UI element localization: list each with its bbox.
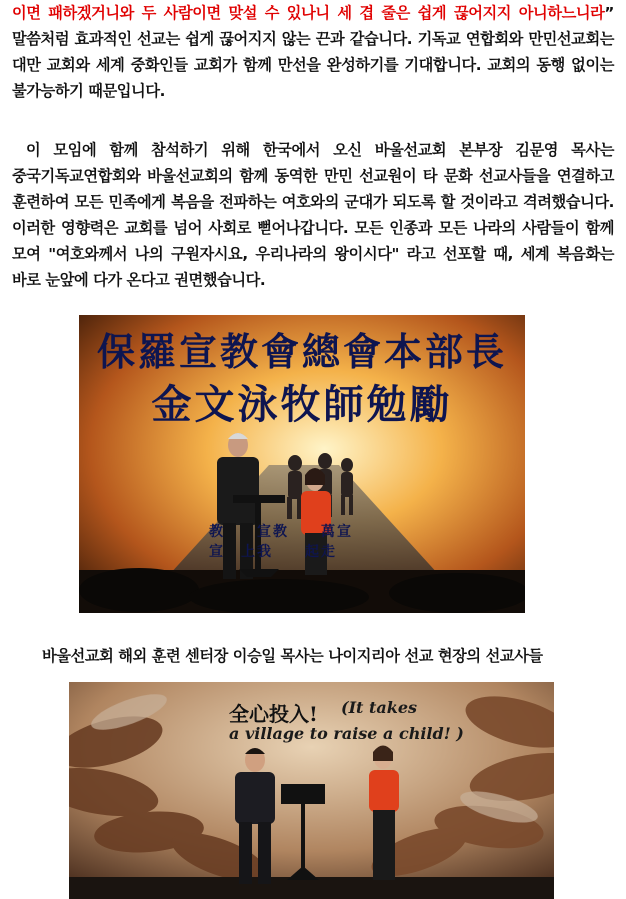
paragraph-2-text: 이 모임에 함께 참석하기 위해 한국에서 오신 바울선교회 본부장 김문영 목사는 중국기독교연합회와 바울선교회의 함께 동역한 만민 선교원이 타 문화 선교사들을 연결하고 훈련하여 모든 민족에게 복음을 전파하는 여호와의 군대가 되도록 할 것이라고 격려했습니다. 이러한 영향력은 교회를 넘어 사회로 뻗어나갑니다. 모든 인종과 모든 나라의 사람들이 함께 모여 "여호와께서 나의 구원자시요, 우리나라의 왕이시다" 라고 선포할 때, 세계 복음화는 바로 눈앞에 다가 온다고 권면했습니다. — [12, 141, 614, 289]
paragraph-1-text: ” 말씀처럼 효과적인 선교는 쉽게 끊어지지 않는 끈과 같습니다. 기독교 연합회와 만민선교회는 대만 교회와 세계 중화인들 교회가 함께 만선을 완성하기를 기대합니다. 교회의 동행 없이는 불가능하기 때문입니다. — [12, 4, 614, 100]
screen-slogan-english-1: (It takes — [341, 698, 418, 717]
screen-title-line-1: 保羅宣教會總會本部長 — [96, 329, 507, 374]
screen-caption-line-2: 宣 上我 起走 — [209, 544, 337, 560]
paragraph-3: 바울선교회 해외 훈련 센터장 이승일 목사는 나이지리아 선교 현장의 선교사들 — [42, 647, 543, 665]
screen-slogan-english-2: a village to raise a child! ) — [229, 724, 464, 743]
paragraph-2 — [12, 137, 614, 293]
screen-caption-line-1: 教 宣教 萬宣 — [209, 524, 353, 540]
screen-slogan-chinese: 全心投入! — [229, 702, 318, 726]
paragraph-1 — [12, 0, 614, 104]
photo-kim-moonyoung-speaking — [79, 315, 525, 613]
highlighted-quote: 이면 패하겠거니와 두 사람이면 맞설 수 있나니 세 겹 줄은 쉽게 끊어지지 아니하느니라 — [12, 4, 605, 22]
photo-lee-seungil-speaking — [69, 682, 554, 899]
screen-title-line-2: 金文泳牧師勉勵 — [151, 381, 453, 428]
